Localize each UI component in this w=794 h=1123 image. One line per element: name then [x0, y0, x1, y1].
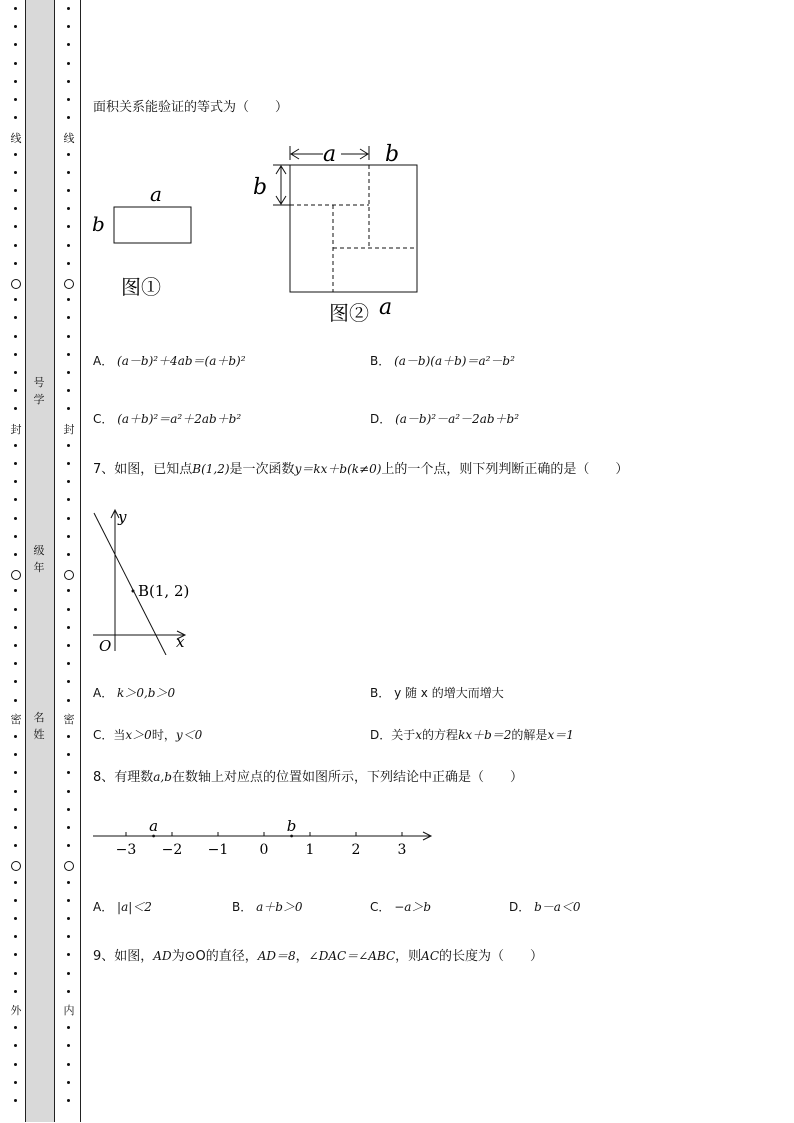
option-text: k＞0,b＞0 — [117, 686, 176, 700]
margin-dot — [14, 680, 17, 683]
margin-dot — [14, 462, 17, 465]
margin-dot — [14, 553, 17, 556]
option-text: 的解是 — [511, 728, 548, 742]
margin-dot — [14, 444, 17, 447]
fig2-label-a-bottom: a — [379, 295, 393, 320]
inner-margin-label: 密 — [63, 713, 75, 726]
q7-option-b[interactable] — [370, 684, 504, 702]
q7-graph — [88, 505, 198, 655]
q8-option-d[interactable] — [509, 898, 581, 916]
axis-label-y: y — [118, 508, 127, 526]
margin-dot — [67, 935, 70, 938]
margin-dot — [14, 735, 17, 738]
outer-ring-mark — [11, 861, 21, 871]
margin-dot — [67, 662, 70, 665]
fig2-label-b-left: b — [253, 175, 268, 200]
axis-label-x: x — [176, 633, 185, 651]
option-letter: C． — [370, 900, 391, 914]
margin-dot — [14, 917, 17, 920]
margin-dot — [14, 262, 17, 265]
option-letter: A． — [93, 354, 114, 368]
margin-dot — [67, 316, 70, 319]
margin-dot — [14, 371, 17, 374]
margin-dot — [67, 1081, 70, 1084]
margin-dot — [14, 589, 17, 592]
margin-dot — [67, 262, 70, 265]
margin-dot — [14, 244, 17, 247]
option-letter: B． — [370, 354, 391, 368]
margin-dot — [14, 353, 17, 356]
margin-dot — [14, 389, 17, 392]
tick-label: 1 — [305, 842, 315, 858]
margin-dot — [67, 771, 70, 774]
margin-dot — [67, 517, 70, 520]
margin-dot — [67, 826, 70, 829]
point-b — [132, 590, 135, 593]
margin-dot — [14, 608, 17, 611]
option-letter: B． — [232, 900, 253, 914]
margin-dot — [14, 753, 17, 756]
fig2-dashed-lines — [290, 165, 417, 292]
option-letter: D． — [509, 900, 531, 914]
q7-stem: 7、如图，已知点B(1,2)是一次函数y＝kx＋b(k≠0)上的一个点，则下列判断正确的是（ ） — [93, 462, 629, 477]
inner-rule — [80, 0, 81, 1122]
option-letter: C． — [93, 728, 114, 742]
margin-dot — [67, 899, 70, 902]
margin-dot — [14, 1099, 17, 1102]
outer-margin-label: 外 — [10, 1004, 22, 1017]
margin-dot — [67, 553, 70, 556]
option-text: 的方程 — [422, 728, 459, 742]
margin-dot — [67, 189, 70, 192]
tick-label: −1 — [207, 842, 229, 858]
margin-dot — [14, 972, 17, 975]
inner-margin-label: 内 — [63, 1004, 75, 1017]
margin-dot — [67, 498, 70, 501]
q7-option-d[interactable] — [370, 726, 574, 744]
inner-ring-mark — [64, 279, 74, 289]
margin-dot — [67, 790, 70, 793]
option-equation: kx＋b＝2 — [458, 728, 512, 742]
tick-label: 3 — [397, 842, 407, 858]
margin-dot — [67, 62, 70, 65]
option-text: (a－b)(a＋b)＝a²－b² — [394, 354, 515, 368]
margin-dot — [14, 498, 17, 501]
margin-dot — [67, 680, 70, 683]
fig2-label-a-top: a — [323, 142, 337, 167]
margin-dot — [14, 171, 17, 174]
margin-dot — [67, 25, 70, 28]
margin-dot — [14, 790, 17, 793]
margin-dot — [14, 1081, 17, 1084]
margin-dot — [67, 7, 70, 10]
point-b-label: B(1, 2) — [138, 582, 190, 600]
margin-dot — [14, 699, 17, 702]
margin-dot — [14, 116, 17, 119]
option-letter: A． — [93, 900, 114, 914]
margin-dot — [67, 626, 70, 629]
margin-dot — [14, 517, 17, 520]
option-text: a＋b＞0 — [256, 900, 303, 914]
margin-dot — [67, 972, 70, 975]
margin-dot — [67, 98, 70, 101]
margin-dot — [14, 62, 17, 65]
margin-dot — [14, 407, 17, 410]
margin-dot — [14, 1044, 17, 1047]
origin-label: O — [99, 637, 112, 655]
q6-option-d[interactable] — [370, 410, 519, 428]
option-text: (a－b)²＋4ab＝(a＋b)² — [117, 354, 246, 368]
margin-dot — [67, 407, 70, 410]
q6-figure-2 — [245, 138, 435, 328]
tick-label: −2 — [161, 842, 183, 858]
q6-option-a[interactable] — [93, 352, 246, 370]
option-result: y＜0 — [175, 728, 203, 742]
margin-dot — [67, 244, 70, 247]
margin-dot — [14, 662, 17, 665]
option-text: 当 — [113, 728, 126, 742]
q6-stem: 面积关系能验证的等式为（ ） — [93, 100, 289, 115]
inner-margin-label: 封 — [63, 423, 75, 436]
margin-dot — [67, 298, 70, 301]
margin-dot — [14, 771, 17, 774]
margin-dot — [67, 80, 70, 83]
margin-dot — [67, 990, 70, 993]
fig2-square — [290, 165, 417, 292]
margin-dot — [67, 43, 70, 46]
margin-dot — [14, 98, 17, 101]
margin-dot — [14, 535, 17, 538]
fig1-rectangle — [114, 207, 191, 243]
field-name: 名姓 — [33, 711, 45, 741]
fig2-label-b-top: b — [385, 142, 400, 167]
margin-dot — [67, 917, 70, 920]
outer-margin-label: 密 — [10, 713, 22, 726]
option-letter: C． — [93, 412, 114, 426]
outer-ring-mark — [11, 570, 21, 580]
margin-dot — [67, 1044, 70, 1047]
option-text: |a|＜2 — [117, 900, 152, 914]
margin-dot — [67, 353, 70, 356]
margin-dot — [67, 462, 70, 465]
q8-option-c[interactable] — [370, 898, 431, 916]
q8-option-b[interactable] — [232, 898, 303, 916]
tick-label: 0 — [259, 842, 269, 858]
margin-dot — [67, 207, 70, 210]
option-text: 时， — [151, 728, 176, 742]
fig1-label-a: a — [150, 182, 162, 206]
margin-dot — [67, 116, 70, 119]
option-text: (a＋b)²＝a²＋2ab＋b² — [117, 412, 242, 426]
outer-ring-mark — [11, 279, 21, 289]
margin-dot — [67, 335, 70, 338]
field-grade: 级年 — [33, 544, 45, 574]
margin-dot — [14, 808, 17, 811]
margin-dot — [14, 225, 17, 228]
margin-dot — [14, 826, 17, 829]
margin-dot — [14, 189, 17, 192]
margin-dot — [67, 699, 70, 702]
margin-dot — [67, 844, 70, 847]
margin-dot — [67, 225, 70, 228]
margin-dot — [14, 153, 17, 156]
inner-dot-column — [62, 0, 76, 1122]
margin-dot — [67, 171, 70, 174]
option-condition: x＞0 — [125, 728, 152, 742]
margin-dot — [67, 735, 70, 738]
q8-stem: 8、有理数a,b在数轴上对应点的位置如图所示，下列结论中正确是（ ） — [93, 770, 523, 785]
margin-dot — [67, 389, 70, 392]
margin-dot — [14, 1063, 17, 1066]
outer-dot-column — [9, 0, 23, 1122]
margin-dot — [67, 644, 70, 647]
margin-dot — [14, 80, 17, 83]
point-a — [152, 835, 155, 838]
option-letter: A． — [93, 686, 114, 700]
margin-dot — [67, 1026, 70, 1029]
margin-dot — [14, 25, 17, 28]
option-text: −a＞b — [394, 900, 432, 914]
margin-dot — [67, 589, 70, 592]
margin-dot — [67, 1063, 70, 1066]
margin-dot — [67, 881, 70, 884]
option-solution: x＝1 — [547, 728, 574, 742]
option-text: (a－b)²－a²－2ab＋b² — [395, 412, 520, 426]
option-letter: B． — [370, 686, 391, 700]
option-text: 关于 — [391, 728, 416, 742]
q6-figure-1 — [88, 180, 198, 305]
q8-number-line — [88, 812, 438, 862]
tick-label: 2 — [351, 842, 361, 858]
tick-label: −3 — [115, 842, 137, 858]
margin-dot — [67, 753, 70, 756]
margin-dot — [67, 371, 70, 374]
margin-dot — [14, 990, 17, 993]
point-b-label: b — [286, 817, 297, 835]
q8-option-a[interactable] — [93, 898, 152, 916]
fig2-caption: 图② — [329, 301, 369, 325]
field-student-number: 号学 — [33, 376, 45, 406]
margin-dot — [67, 480, 70, 483]
option-text: b－a＜0 — [534, 900, 581, 914]
q7-option-c[interactable] — [93, 726, 202, 744]
margin-dot — [14, 899, 17, 902]
inner-margin-label: 线 — [63, 132, 75, 145]
margin-dot — [67, 1099, 70, 1102]
margin-dot — [67, 153, 70, 156]
margin-dot — [14, 298, 17, 301]
fig1-label-b: b — [92, 212, 105, 236]
margin-dot — [14, 935, 17, 938]
fig2-arrow-b — [273, 165, 290, 205]
margin-dot — [67, 953, 70, 956]
option-text: y 随 x 的增大而增大 — [394, 686, 504, 700]
point-b — [290, 835, 293, 838]
option-variable: x — [415, 728, 423, 742]
margin-dot — [14, 316, 17, 319]
q6-option-b[interactable] — [370, 352, 515, 370]
point-a-label: a — [149, 817, 159, 835]
outer-margin-label: 封 — [10, 423, 22, 436]
margin-dot — [14, 881, 17, 884]
margin-dot — [14, 953, 17, 956]
q9-stem: 9、如图，AD为⊙O的直径，AD＝8，∠DAC＝∠ABC，则AC的长度为（ ） — [93, 949, 544, 964]
option-letter: D． — [370, 728, 392, 742]
margin-dot — [14, 207, 17, 210]
margin-dot — [67, 608, 70, 611]
option-letter: D． — [370, 412, 392, 426]
margin-dot — [14, 480, 17, 483]
margin-dot — [14, 1026, 17, 1029]
q6-option-c[interactable] — [93, 410, 241, 428]
margin-dot — [14, 644, 17, 647]
inner-ring-mark — [64, 861, 74, 871]
fig1-caption: 图① — [121, 275, 161, 299]
outer-margin-label: 线 — [10, 132, 22, 145]
margin-dot — [67, 444, 70, 447]
margin-dot — [14, 43, 17, 46]
q7-option-a[interactable] — [93, 684, 175, 702]
inner-ring-mark — [64, 570, 74, 580]
margin-dot — [14, 626, 17, 629]
margin-dot — [67, 808, 70, 811]
margin-dot — [67, 535, 70, 538]
margin-dot — [14, 7, 17, 10]
margin-dot — [14, 335, 17, 338]
margin-dot — [14, 844, 17, 847]
